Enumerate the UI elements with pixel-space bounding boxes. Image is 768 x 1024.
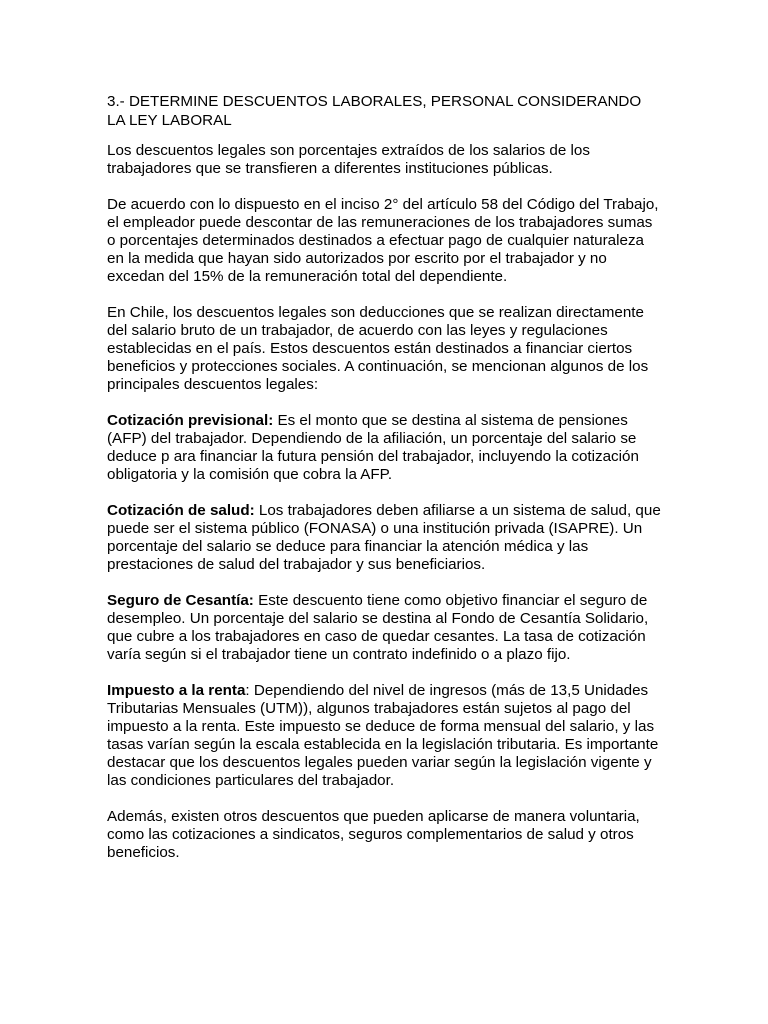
page-title: 3.- DETERMINE DESCUENTOS LABORALES, PERSONAL CONSIDERANDO LA LEY LABORAL (107, 93, 642, 129)
item-cotizacion-previsional (107, 412, 663, 484)
item-text: : Dependiendo del nivel de ingresos (más de 13,5 Unidades Tributarias Mensuales (UTM)), algunos trabajadores están sujetos al pago del impuesto a la renta. Este impuesto se deduce de forma mensual del salario, y las tasas varían según la escala establecida en la legislación tributaria. Es importante destacar que los descuentos legales pueden variar según la legislación vigente y las condiciones particulares del trabajador. (107, 682, 659, 789)
document-body (107, 92, 663, 880)
item-term: Impuesto a la renta (107, 682, 246, 699)
item-text: Es el monto que se destina al sistema de pensiones (AFP) del trabajador. Dependiendo de la afiliación, un porcentaje del salario se deduce p ara financiar la futura pensión del trabajador, incluyendo la cotización obligatoria y la comisión que cobra la AFP. (107, 412, 639, 483)
chile-paragraph: En Chile, los descuentos legales son deducciones que se realizan directamente del salario bruto de un trabajador, de acuerdo con las leyes y regulaciones establecidas en el país. Estos descuentos están destinados a financiar ciertos beneficios y protecciones sociales. A continuación, se mencionan algunos de los principales descuentos legales: (107, 304, 649, 393)
item-seguro-cesantia (107, 592, 663, 664)
item-impuesto-renta (107, 682, 663, 790)
item-term: Cotización de salud: (107, 502, 255, 519)
intro-paragraph: Los descuentos legales son porcentajes extraídos de los salarios de los trabajadores que se transfieren a diferentes instituciones públicas. (107, 142, 590, 177)
item-text: Los trabajadores deben afiliarse a un sistema de salud, que puede ser el sistema público (FONASA) o una institución privada (ISAPRE). Un porcentaje del salario se deduce para financiar la atención médica y las prestaciones de salud del trabajador y sus beneficiarios. (107, 502, 661, 573)
item-text: Este descuento tiene como objetivo financiar el seguro de desempleo. Un porcentaje del salario se destina al Fondo de Cesantía Solidario, que cubre a los trabajadores en caso de quedar cesantes. La tasa de cotización varía según si el trabajador tiene un contrato indefinido o a plazo fijo. (107, 592, 649, 663)
closing-paragraph: Además, existen otros descuentos que pueden aplicarse de manera voluntaria, como las cotizaciones a sindicatos, seguros complementarios de salud y otros beneficios. (107, 808, 640, 861)
item-term: Seguro de Cesantía: (107, 592, 254, 609)
item-cotizacion-salud (107, 502, 663, 574)
item-term: Cotización previsional: (107, 412, 274, 429)
article-paragraph: De acuerdo con lo dispuesto en el inciso 2° del artículo 58 del Código del Trabajo, el empleador puede descontar de las remuneraciones de los trabajadores sumas o porcentajes determinados destinados a efectuar pago de cualquier naturaleza en la medida que hayan sido autorizados por escrito por el trabajador y no excedan del 15% de la remuneración total del dependiente. (107, 196, 659, 285)
